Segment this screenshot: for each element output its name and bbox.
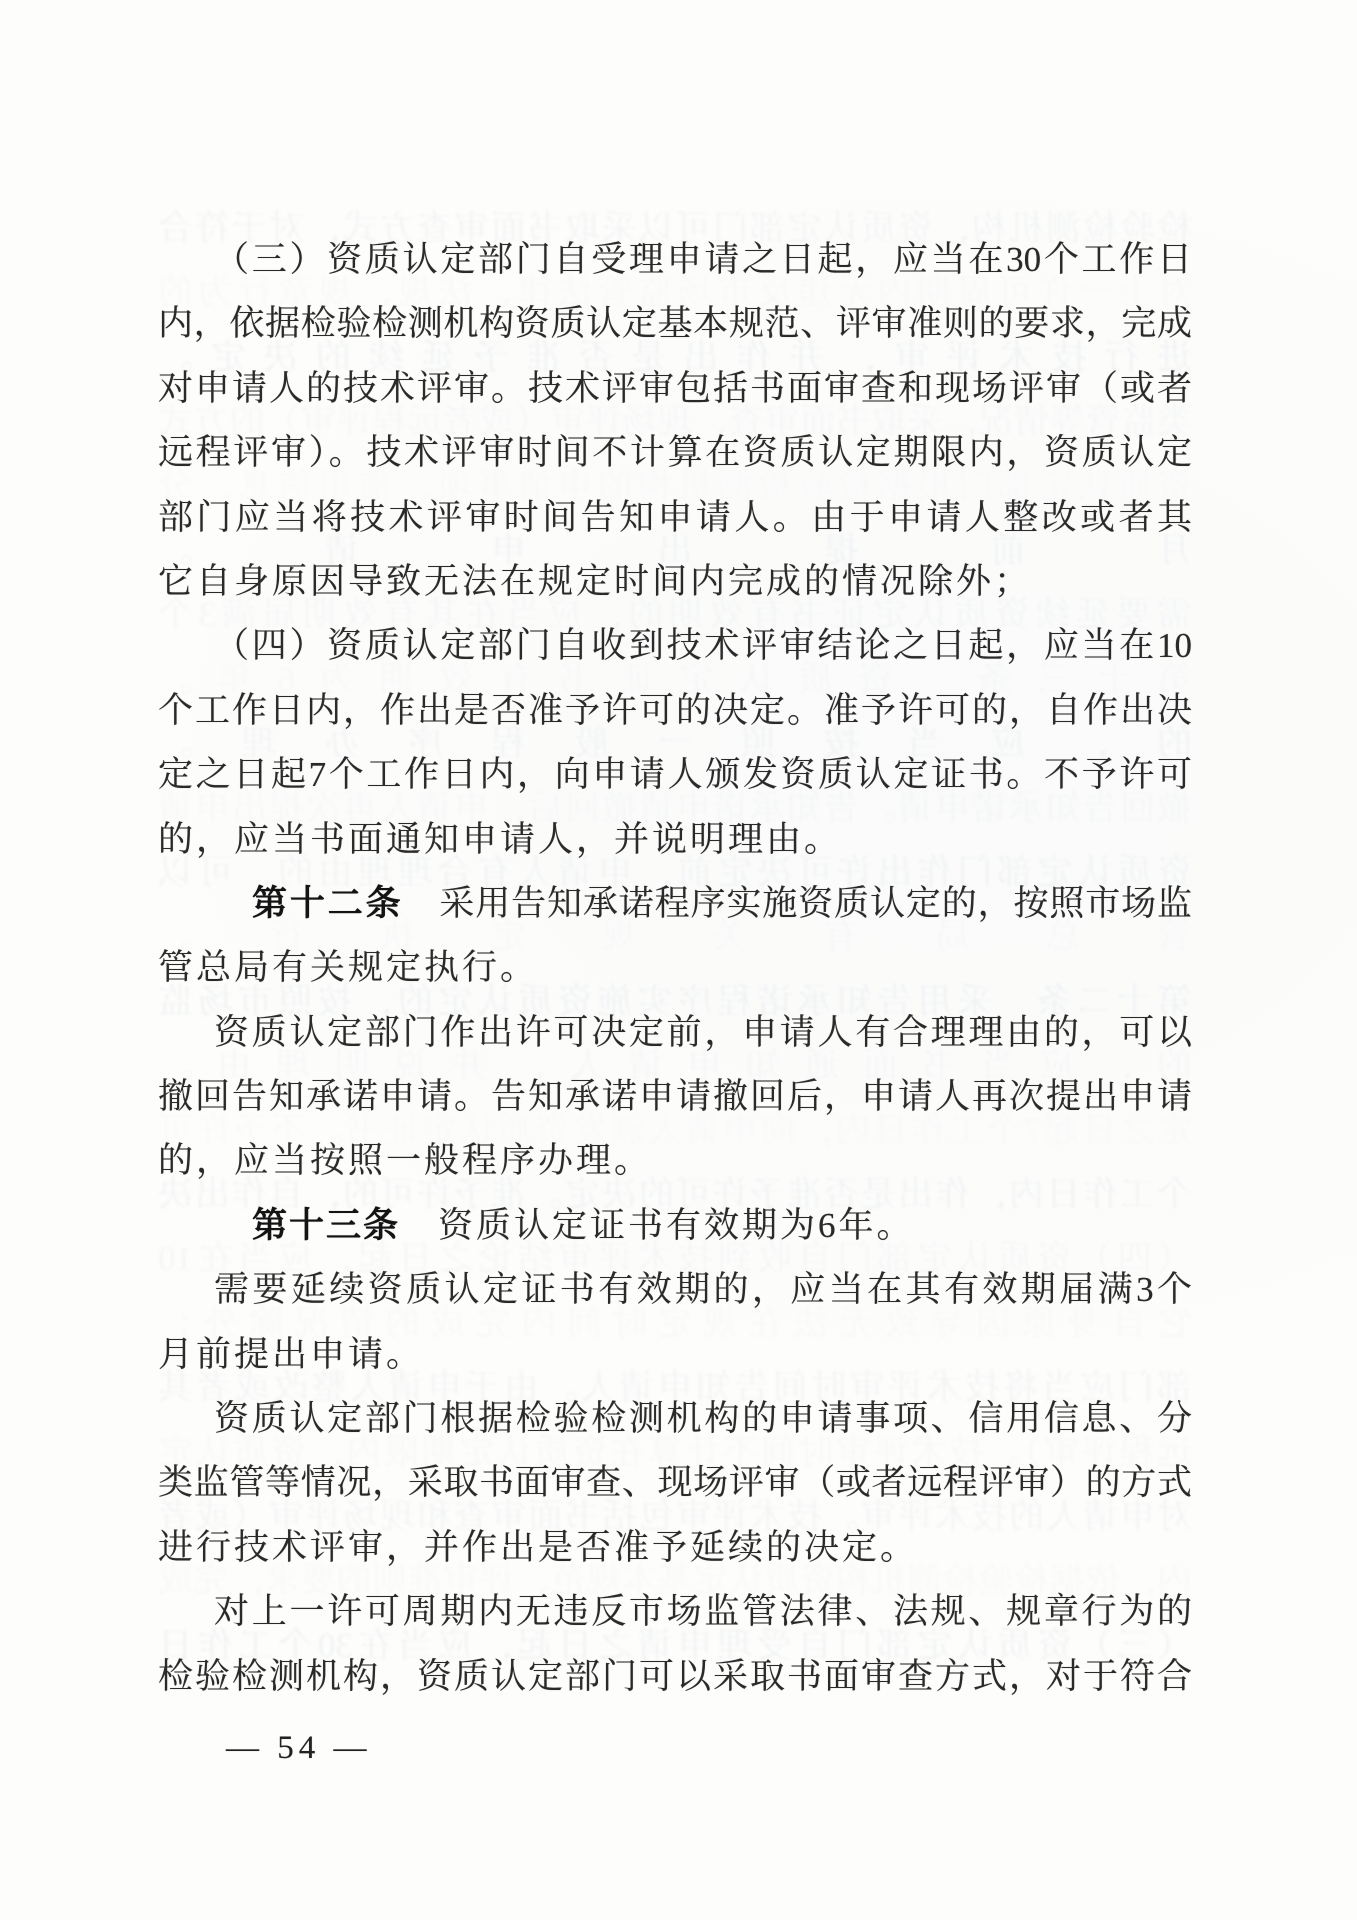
text-line xyxy=(158,614,1192,678)
article-heading: 第十三条 xyxy=(252,1205,401,1245)
ghost-line: 撤回告知承诺申请。告知承诺申请撤回后，申请人再次提出申请 xyxy=(158,788,1192,828)
line-segment: 资质认定部门根据检验检测机构的申请事项、信用信息、分 xyxy=(214,1399,1192,1439)
line-segment: 需要延续资质认定证书有效期的，应当在其有效期届满3个 xyxy=(214,1270,1192,1310)
text-line xyxy=(158,1580,1192,1644)
text-line xyxy=(158,486,1192,550)
text-line xyxy=(158,1129,1192,1193)
article-heading: 第十二条 xyxy=(252,883,404,923)
ghost-line: （四）资质认定部门自收到技术评审结论之日起，应当在10 xyxy=(158,1239,1192,1279)
text-line xyxy=(158,357,1192,421)
ghost-line: 检验检测机构，资质认定部门可以采取书面审查方式，对于符合 xyxy=(158,209,1192,248)
line-segment: 远程评审）。技术评审时间不计算在资质认定期限内，资质认定 xyxy=(158,433,1192,473)
text-line xyxy=(158,872,1192,936)
ghost-line: 月前提出申请。 xyxy=(158,531,1192,570)
line-segment: （四）资质认定部门自收到技术评审结论之日起，应当在10 xyxy=(214,626,1192,666)
text-line xyxy=(158,1516,1192,1580)
ghost-line: 第十三条 资质认定证书有效期为6年。 xyxy=(158,659,1192,699)
line-segment: 个工作日内，作出是否准予许可的决定。准予许可的，自作出决 xyxy=(158,690,1192,730)
text-line xyxy=(158,936,1192,1000)
text-line xyxy=(158,1387,1192,1451)
text-line xyxy=(158,292,1192,356)
text-line xyxy=(158,808,1192,872)
text-line xyxy=(158,550,1192,614)
text-line xyxy=(158,1323,1192,1387)
text-line xyxy=(158,228,1192,292)
page-number: — 54 — xyxy=(226,1730,372,1766)
line-segment: （三）资质认定部门自受理申请之日起，应当在30个工作日 xyxy=(214,240,1192,279)
line-segment: 它自身原因导致无法在规定时间内完成的情况除外； xyxy=(158,561,1033,601)
line-segment: 资质认定证书有效期为6年。 xyxy=(400,1205,915,1245)
ghost-line: 管总局有关规定执行。 xyxy=(158,917,1192,957)
line-segment: 类监管等情况，采取书面审查、现场评审（或者远程评审）的方式 xyxy=(158,1463,1192,1503)
line-segment: 进行技术评审，并作出是否准予延续的决定。 xyxy=(158,1527,919,1567)
text-line xyxy=(158,1451,1192,1515)
ghost-line: 内，依据检验检测机构资质认定基本规范、评审准则的要求，完成 xyxy=(158,1561,1192,1601)
line-segment: 检验检测机构，资质认定部门可以采取书面审查方式，对于符合 xyxy=(158,1656,1192,1696)
line-segment: 对上一许可周期内无违反市场监管法律、法规、规章行为的 xyxy=(214,1592,1192,1632)
line-segment: 内，依据检验检测机构资质认定基本规范、评审准则的要求，完成 xyxy=(158,304,1192,344)
ghost-line: 部门应当将技术评审时间告知申请人。由于申请人整改或者其 xyxy=(158,1368,1192,1408)
line-segment: 资质认定部门作出许可决定前，申请人有合理理由的，可以 xyxy=(214,1012,1192,1052)
line-segment: 部门应当将技术评审时间告知申请人。由于申请人整改或者其 xyxy=(158,497,1192,537)
ghost-line: 的，应当书面通知申请人，并说明理由。 xyxy=(158,1046,1192,1086)
ghost-line: 类监管等情况，采取书面审查、现场评审（或者远程评审）的方式 xyxy=(158,402,1192,442)
ghost-line: 的，应当按照一般程序办理。 xyxy=(158,724,1192,764)
ghost-line: 资质认定部门作出许可决定前，申请人有合理理由的，可以 xyxy=(158,853,1192,892)
page-footer xyxy=(226,1724,372,1772)
text-line xyxy=(158,743,1192,807)
ghost-line: 对上一许可周期内无违反市场监管法律、法规、规章行为的 xyxy=(158,273,1192,313)
line-segment: 的，应当按照一般程序办理。 xyxy=(158,1141,653,1181)
ghost-line: 远程评审）。技术评审时间不计算在资质认定期限内，资质认定 xyxy=(158,1432,1192,1472)
text-line xyxy=(158,421,1192,485)
line-segment: 的，应当书面通知申请人，并说明理由。 xyxy=(158,819,843,859)
line-segment: 月前提出申请。 xyxy=(158,1334,425,1374)
ghost-line: （三）资质认定部门自受理申请之日起，应当在30个工作日 xyxy=(158,1625,1192,1665)
text-line xyxy=(158,1065,1192,1129)
text-line xyxy=(158,679,1192,743)
ghost-line: 它自身原因导致无法在规定时间内完成的情况除外； xyxy=(158,1303,1192,1343)
ghost-line: 第十二条 采用告知承诺程序实施资质认定的，按照市场监 xyxy=(158,981,1192,1021)
text-line xyxy=(158,1258,1192,1322)
ghost-line: 需要延续资质认定证书有效期的，应当在其有效期届满3个 xyxy=(158,595,1192,635)
ghost-line: 进行技术评审，并作出是否准予延续的决定。 xyxy=(158,337,1192,377)
ghost-line: 个工作日内，作出是否准予许可的决定。准予许可的，自作出决 xyxy=(158,1175,1192,1214)
ghost-line: 对申请人的技术评审。技术评审包括书面审查和现场评审（或者 xyxy=(158,1497,1192,1536)
line-segment: 定之日起7个工作日内，向申请人颁发资质认定证书。不予许可 xyxy=(158,755,1192,795)
text-line xyxy=(158,1194,1192,1258)
text-line xyxy=(158,1645,1192,1709)
line-segment: 撤回告知承诺申请。告知承诺申请撤回后，申请人再次提出申请 xyxy=(158,1077,1192,1117)
line-segment: 对申请人的技术评审。技术评审包括书面审查和现场评审（或者 xyxy=(158,368,1192,408)
text-line xyxy=(158,1001,1192,1065)
text-block xyxy=(158,228,1192,1709)
line-segment: 采用告知承诺程序实施资质认定的，按照市场监 xyxy=(403,883,1192,923)
line-segment: 管总局有关规定执行。 xyxy=(158,948,539,988)
